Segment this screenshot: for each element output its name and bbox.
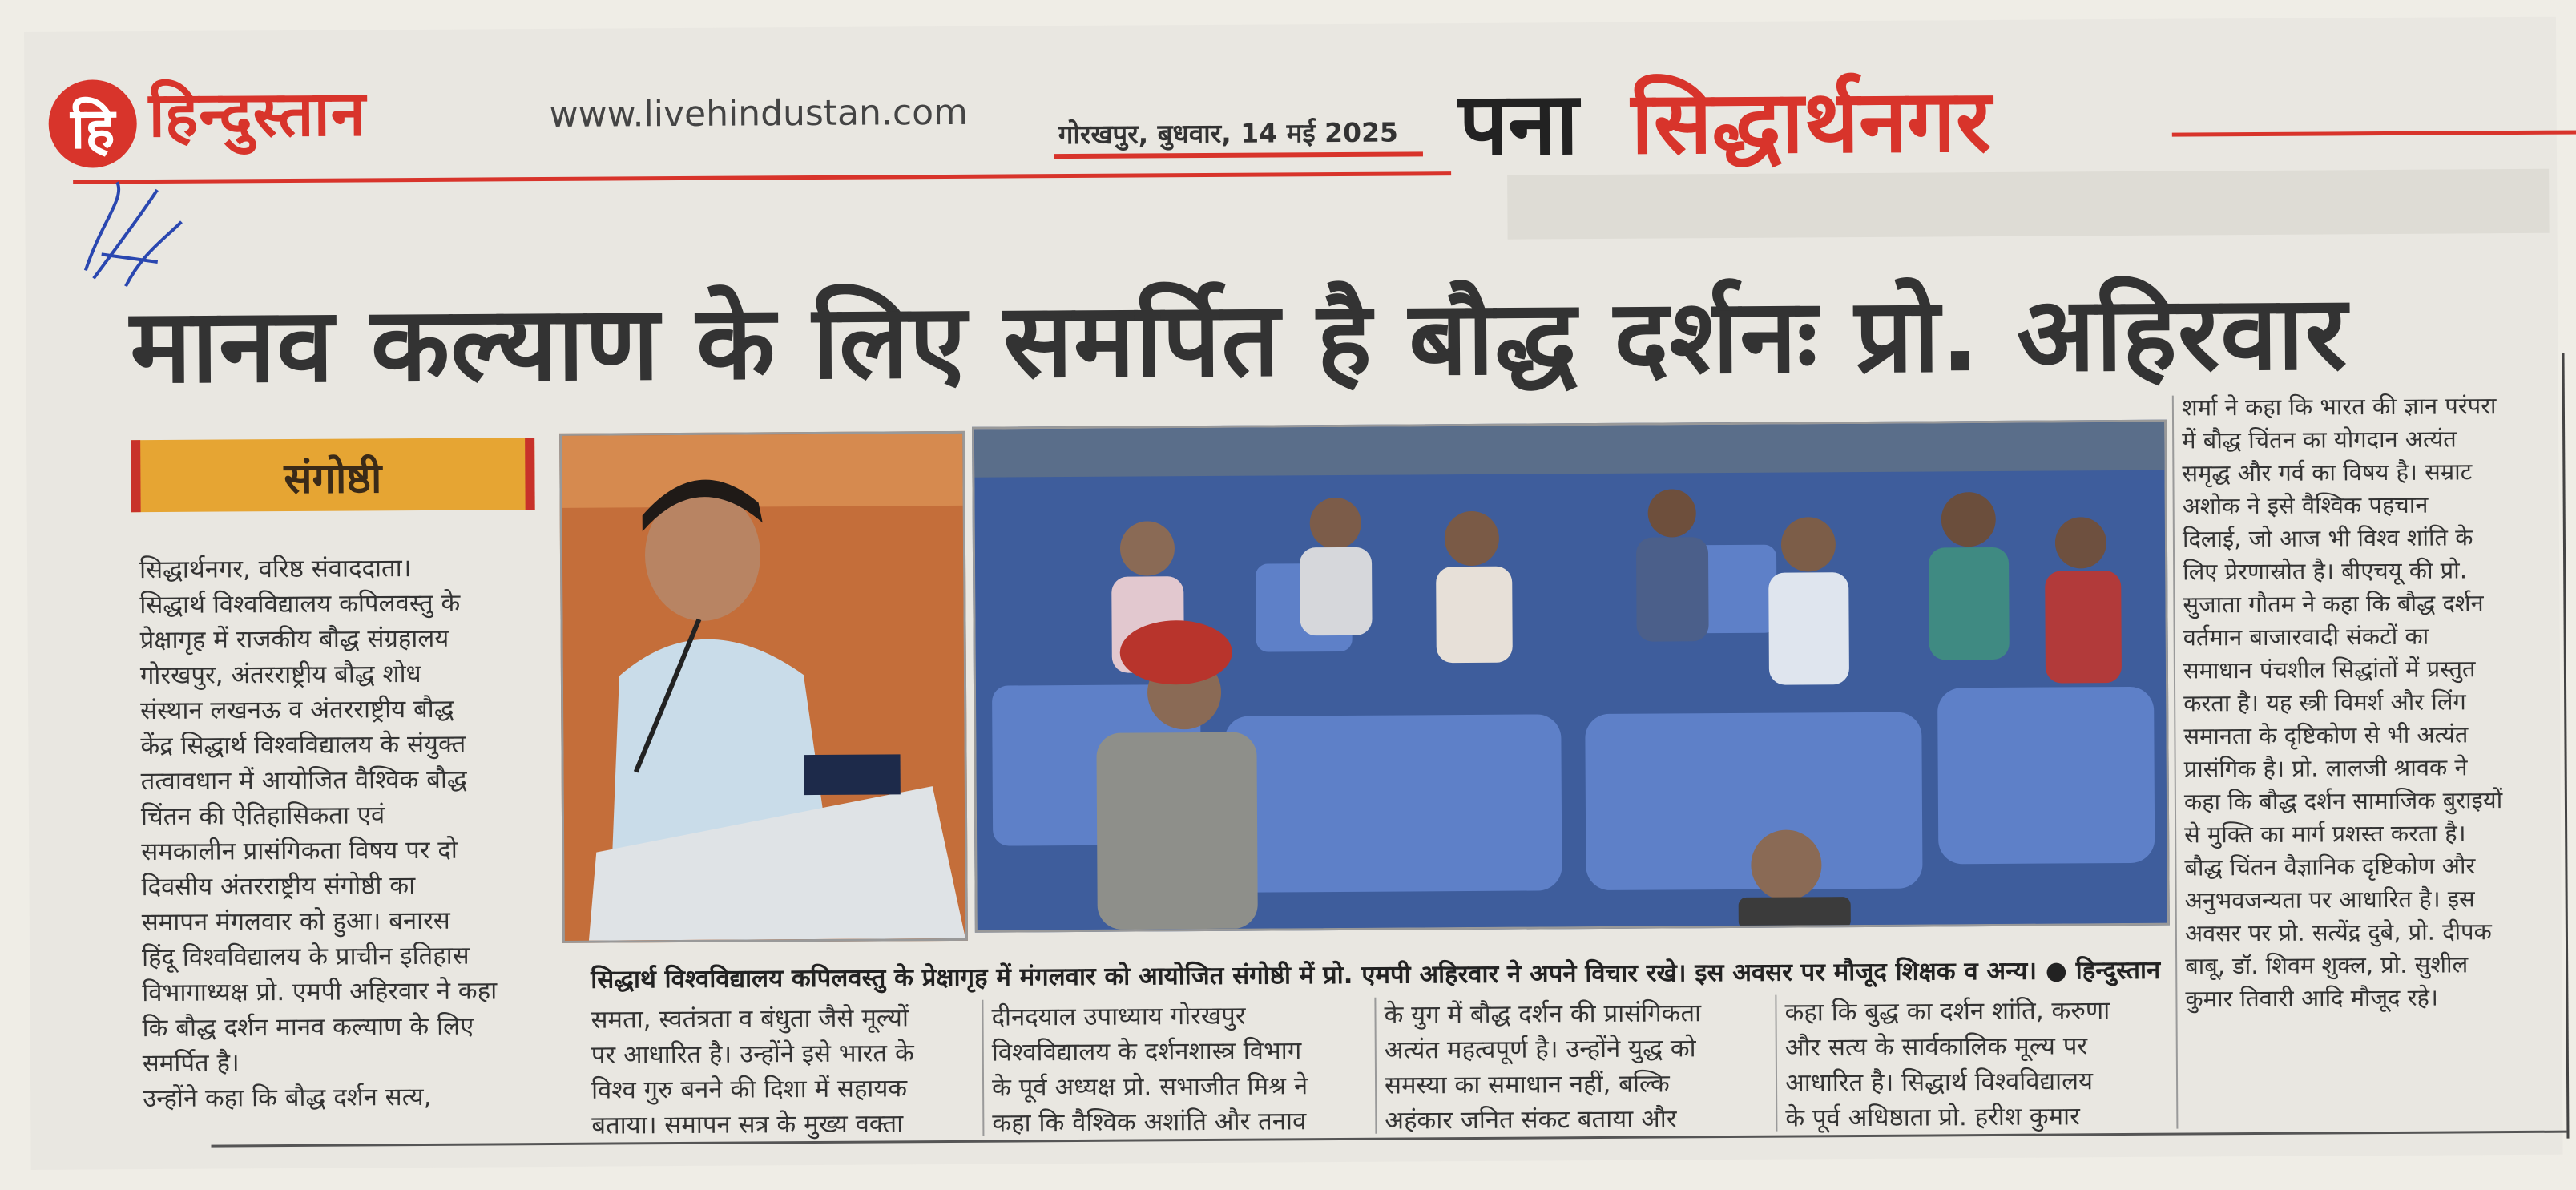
masthead-rule xyxy=(73,171,1451,184)
page-title: सिद्धार्थनगर xyxy=(1631,71,1992,174)
article-column-1: सिद्धार्थनगर, वरिष्ठ संवाददाता। सिद्धार्थ विश्वविद्यालय कपिलवस्तु के प्रेक्षागृह में राजकीय बौद्ध संग्रहालय गोरखपुर, अंतरराष्ट्रीय बौद्ध शोध संस्थान लखनऊ व अंतरराष्ट्रीय बौद्ध केंद्र सिद्धार्थ विश्वविद्यालय के संयुक्त तत्वावधान में आयोजित वैश्विक बौद्ध चिंतन की ऐतिहासिकता एवं समकालीन प्रासंगिकता विषय पर दो दिवसीय अंतरराष्ट्रीय संगोष्ठी का समापन मंगलवार को हुआ। बनारस हिंदू विश्वविद्यालय के प्राचीन इतिहास विभागाध्यक्ष प्रो. एमपी अहिरवार ने कहा कि बौद्ध दर्शन मानव कल्याण के लिए समर्पित है। उन्होंने कहा कि बौद्ध दर्शन सत्य, xyxy=(139,554,498,1114)
logo-glyph: हि xyxy=(70,95,115,162)
audience-photo xyxy=(972,420,2170,933)
kicker-text: संगोष्ठी xyxy=(284,454,382,504)
kicker-label xyxy=(131,438,535,512)
dateline-rule xyxy=(1054,151,1423,159)
column-divider xyxy=(1374,998,1377,1134)
hindustan-logo-icon xyxy=(48,79,137,168)
article-column-5: कहा कि बुद्ध का दर्शन शांति, करुणा और सत्य के सार्वकालिक मूल्य पर आधारित है। सिद्धार्थ विश्वविद्यालय के पूर्व अधिष्ठाता प्रो. हरीश कुमार xyxy=(1784,996,2110,1133)
show-through-text xyxy=(1507,169,2549,240)
speaker-photo xyxy=(559,431,968,943)
article-column-3: दीनदयाल उपाध्याय गोरखपुर विश्वविद्यालय के दर्शनशास्त्र विभाग के पूर्व अध्यक्ष प्रो. सभाजीत मिश्र ने कहा कि वैश्विक अशांति और तनाव xyxy=(991,1001,1308,1138)
photo-caption: सिद्धार्थ विश्वविद्यालय कपिलवस्तु के प्रेक्षागृह में मंगलवार को आयोजित संगोष्ठी में प्रो. एमपी अहिरवार ने अपने विचार रखे। इस अवसर पर मौजूद शिक्षक व अन्य। ● हिन्दुस्तान xyxy=(591,955,2161,994)
dateline: गोरखपुर, बुधवार, 14 मई 2025 xyxy=(1058,116,1399,151)
newspaper-page xyxy=(24,17,2563,1170)
column-divider xyxy=(1775,995,1777,1132)
column-divider xyxy=(2172,396,2179,1129)
page-title-rule xyxy=(2172,130,2576,136)
clipping-edge-rule xyxy=(2562,353,2570,1139)
brand-name: हिन्दुस्तान xyxy=(148,78,367,152)
article-column-2: समता, स्वतंत्रता व बंधुता जैसे मूल्यों पर आधारित है। उन्होंने इसे भारत के विश्व गुरु बनने की दिशा में सहायक बताया। समापन सत्र के मुख्य वक्ता xyxy=(591,1003,914,1140)
article-column-4: के युग में बौद्ध दर्शन की प्रासंगिकता अत्यंत महत्वपूर्ण है। उन्होंने युद्ध को समस्या का समाधान नहीं, बल्कि अहंकार जनित संकट बताया और xyxy=(1384,998,1702,1136)
column-divider xyxy=(982,1000,984,1136)
article-column-6: शर्मा ने कहा कि भारत की ज्ञान परंपरा में बौद्ध चिंतन का योगदान अत्यंत समृद्ध और गर्व का विषय है। सम्राट अशोक ने इसे वैश्विक पहचान दिलाई, जो आज भी विश्व शांति के लिए प्रेरणास्रोत है। बीएचयू की प्रो. सुजाता गौतम ने कहा कि बौद्ध दर्शन वर्तमान बाजारवादी संकटों का समाधान पंचशील सिद्धांतों में प्रस्तुत करता है। यह स्त्री विमर्श और लिंग समानता के दृष्टिकोण से भी अत्यंत प्रासंगिक है। प्रो. लालजी श्रावक ने कहा कि बौद्ध दर्शन सामाजिक बुराइयों से मुक्ति का मार्ग प्रशस्त करता है। बौद्ध चिंतन वैज्ञानिक दृष्टिकोण और अनुभवजन्यता पर आधारित है। इस अवसर पर प्रो. सत्येंद्र दुबे, प्रो. दीपक बाबू, डॉ. शिवम शुक्ल, प्रो. सुशील कुमार तिवारी आदि मौजूद रहे। xyxy=(2181,392,2503,1013)
website-url: www.livehindustan.com xyxy=(549,91,969,135)
article-headline: मानव कल्याण के लिए समर्पित है बौद्ध दर्शनः प्रो. अहिरवार xyxy=(129,273,2348,407)
page-name-fragment: पना xyxy=(1458,74,1579,175)
